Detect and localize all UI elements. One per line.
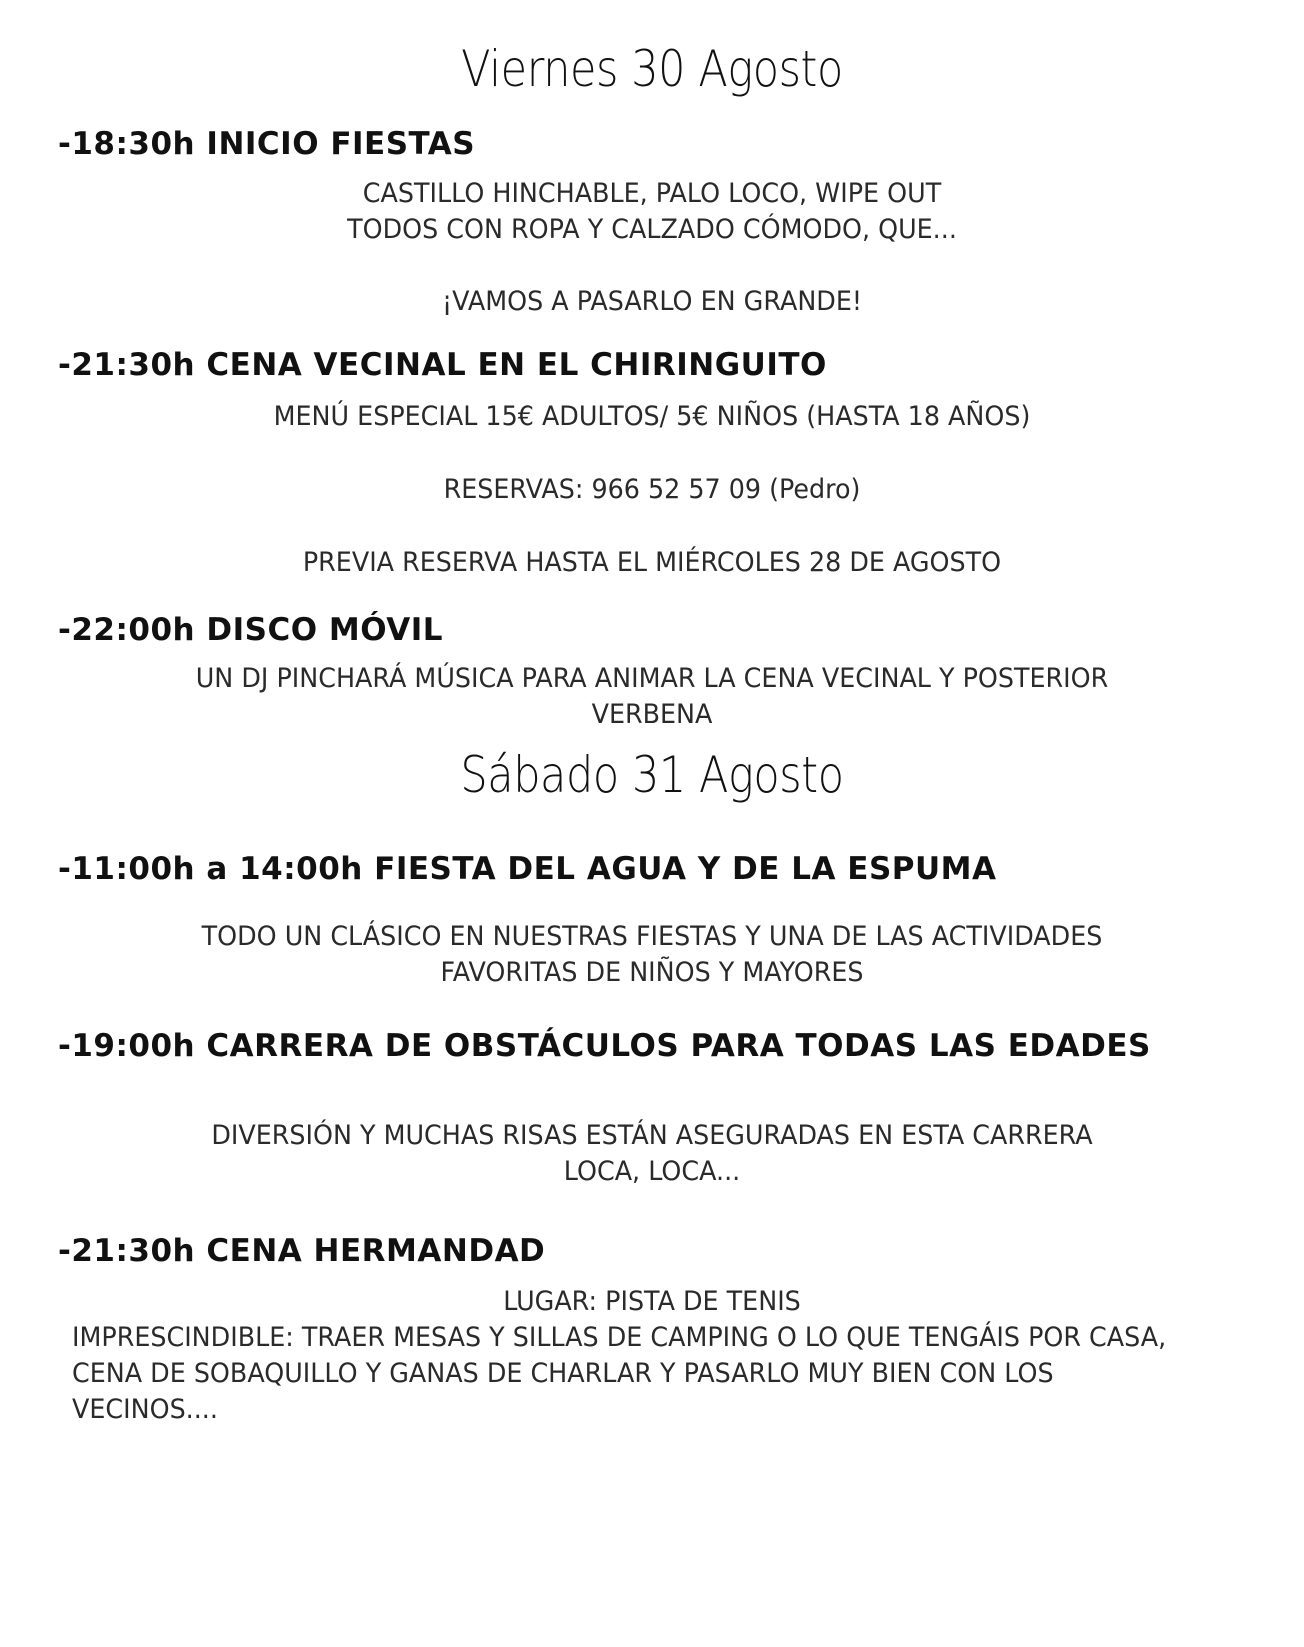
event-heading-carrera-obstaculos: -19:00h CARRERA DE OBSTÁCULOS PARA TODAS LAS EDADES	[58, 1028, 1151, 1064]
event-heading-disco-movil: -22:00h DISCO MÓVIL	[58, 612, 444, 648]
event-desc-line: LUGAR: PISTA DE TENIS	[503, 1286, 801, 1317]
event-heading-fiesta-agua: -11:00h a 14:00h FIESTA DEL AGUA Y DE LA ESPUMA	[58, 851, 997, 887]
event-desc-line: VECINOS....	[72, 1394, 218, 1425]
event-heading-cena-vecinal: -21:30h CENA VECINAL EN EL CHIRINGUITO	[58, 347, 827, 383]
event-desc-line: ¡VAMOS A PASARLO EN GRANDE!	[441, 286, 863, 317]
event-desc-line: LOCA, LOCA...	[563, 1156, 741, 1187]
event-desc-line: UN DJ PINCHARÁ MÚSICA PARA ANIMAR LA CENA VECINAL Y POSTERIOR	[195, 663, 1109, 694]
event-desc-line: DIVERSIÓN Y MUCHAS RISAS ESTÁN ASEGURADAS EN ESTA CARRERA	[211, 1120, 1093, 1151]
day-title-friday: Viernes 30 Agosto	[461, 40, 843, 98]
day-title-saturday: Sábado 31 Agosto	[460, 746, 844, 804]
event-desc-line: PREVIA RESERVA HASTA EL MIÉRCOLES 28 DE AGOSTO	[302, 547, 1002, 578]
event-desc-line: CASTILLO HINCHABLE, PALO LOCO, WIPE OUT	[362, 178, 942, 209]
event-heading-inicio-fiestas: -18:30h INICIO FIESTAS	[58, 126, 476, 162]
event-desc-line: CENA DE SOBAQUILLO Y GANAS DE CHARLAR Y PASARLO MUY BIEN CON LOS	[72, 1358, 1054, 1389]
event-desc-line: IMPRESCINDIBLE: TRAER MESAS Y SILLAS DE CAMPING O LO QUE TENGÁIS POR CASA,	[72, 1322, 1167, 1353]
event-desc-line: RESERVAS: 966 52 57 09 (Pedro)	[443, 474, 861, 505]
event-desc-line: FAVORITAS DE NIÑOS Y MAYORES	[440, 957, 864, 988]
event-desc-line: TODO UN CLÁSICO EN NUESTRAS FIESTAS Y UNA DE LAS ACTIVIDADES	[201, 921, 1103, 952]
event-desc-line: VERBENA	[591, 699, 713, 730]
event-heading-cena-hermandad: -21:30h CENA HERMANDAD	[58, 1233, 546, 1269]
event-desc-line: TODOS CON ROPA Y CALZADO CÓMODO, QUE...	[347, 214, 957, 245]
event-desc-line: MENÚ ESPECIAL 15€ ADULTOS/ 5€ NIÑOS (HASTA 18 AÑOS)	[273, 401, 1031, 432]
